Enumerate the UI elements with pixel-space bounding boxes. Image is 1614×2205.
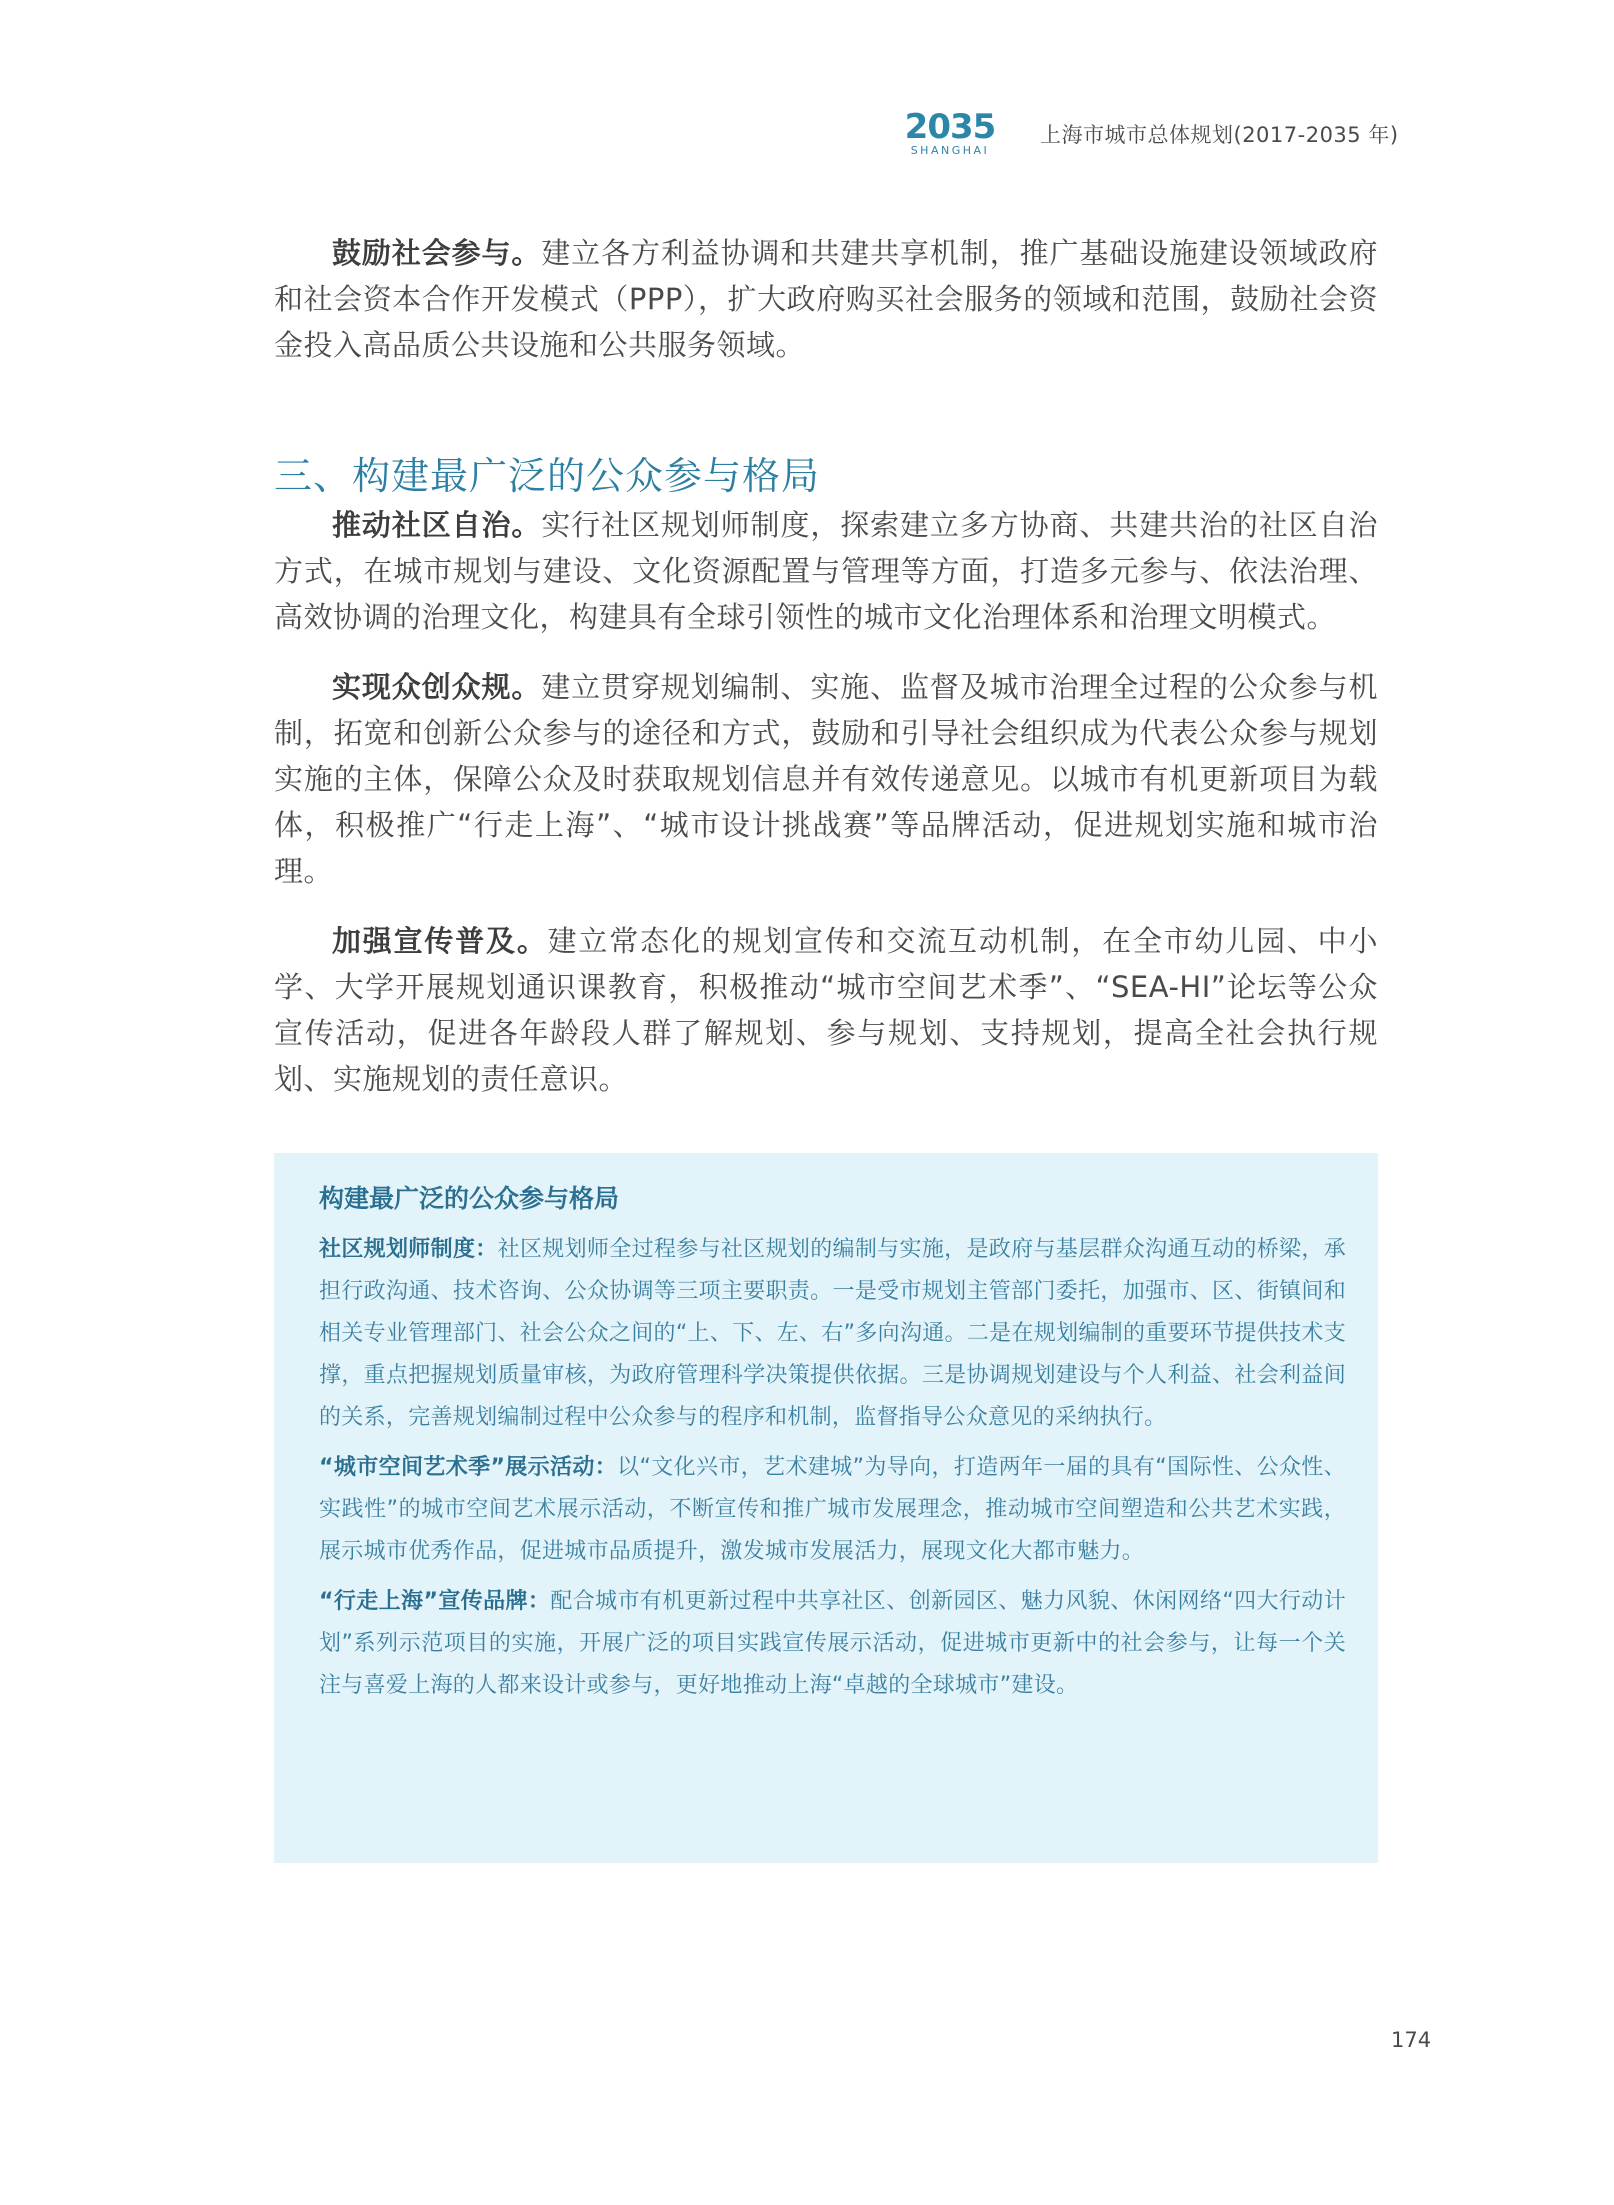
info-item-community-planner [319,1229,1346,1439]
paragraph-text: 建立各方利益协调和共建共享机制，推广基础设施建设领域政府和社会资本合作开发模式（PPP），扩大政府购买社会服务的领域和范围，鼓励社会资金投入高品质公共设施和公共服务领域。 [274,236,1378,362]
info-item-lead: 社区规划师制度： [319,1237,498,1262]
info-item-art-season [319,1447,1346,1573]
paragraph-crowd-planning [274,664,1378,894]
shanghai-2035-logo [895,107,1005,158]
paragraph-lead: 加强宣传普及。 [332,924,548,958]
info-item-lead: “行走上海”宣传品牌： [319,1589,551,1614]
paragraph-lead: 实现众创众规。 [332,670,542,704]
paragraph-lead: 推动社区自治。 [332,508,542,542]
paragraph-community-autonomy [274,502,1378,640]
document-title: 上海市城市总体规划(2017-2035 年) [1040,123,1399,147]
section-three [274,452,1378,1102]
logo-year: 2035 [904,107,996,147]
info-box-title: 构建最广泛的公众参与格局 [319,1184,620,1213]
page-number: 174 [1391,2028,1432,2052]
paragraph-lead: 鼓励社会参与。 [332,236,542,270]
page-header [895,104,1399,164]
paragraph-text: 建立常态化的规划宣传和交流互动机制，在全市幼儿园、中小学、大学开展规划通识课教育，积极推动“城市空间艺术季”、“SEA-HI”论坛等公众宣传活动，促进各年龄段人群了解规划、参与规划、支持规划，提高全社会执行规划、实施规划的责任意识。 [274,924,1378,1096]
intro-section [274,230,1378,368]
info-item-text: 以“文化兴市，艺术建城”为导向，打造两年一届的具有“国际性、公众性、实践性”的城市空间艺术展示活动，不断宣传和推广城市发展理念，推动城市空间塑造和公共艺术实践，展示城市优秀作品，促进城市品质提升，激发城市发展活力，展现文化大都市魅力。 [319,1455,1346,1564]
info-item-text: 配合城市有机更新过程中共享社区、创新园区、魅力风貌、休闲网络“四大行动计划”系列示范项目的实施，开展广泛的项目实践宣传展示活动，促进城市更新中的社会参与，让每一个关注与喜爱上海的人都来设计或参与，更好地推动上海“卓越的全球城市”建设。 [319,1589,1347,1698]
intro-paragraph [274,230,1378,368]
paragraph-text: 建立贯穿规划编制、实施、监督及城市治理全过程的公众参与机制，拓宽和创新公众参与的途径和方式，鼓励和引导社会组织成为代表公众参与规划实施的主体，保障公众及时获取规划信息并有效传递意见。以城市有机更新项目为载体，积极推广“行走上海”、“城市设计挑战赛”等品牌活动，促进规划实施和城市治理。 [274,670,1378,888]
info-box [274,1153,1378,1863]
info-item-text: 社区规划师全过程参与社区规划的编制与实施，是政府与基层群众沟通互动的桥梁，承担行政沟通、技术咨询、公众协调等三项主要职责。一是受市规划主管部门委托，加强市、区、街镇间和相关专业管理部门、社会公众之间的“上、下、左、右”多向沟通。二是在规划编制的重要环节提供技术支撑，重点把握规划质量审核，为政府管理科学决策提供依据。三是协调规划建设与个人利益、社会利益间的关系，完善规划编制过程中公众参与的程序和机制，监督指导公众意见的采纳执行。 [319,1237,1347,1430]
info-item-lead: “城市空间艺术季”展示活动： [319,1455,618,1480]
section-heading: 三、构建最广泛的公众参与格局 [274,454,821,498]
paragraph-publicity [274,918,1378,1102]
paragraph-text: 实行社区规划师制度，探索建立多方协商、共建共治的社区自治方式，在城市规划与建设、文化资源配置与管理等方面，打造多元参与、依法治理、高效协调的治理文化，构建具有全球引领性的城市文化治理体系和治理文明模式。 [274,508,1378,634]
info-item-walking-shanghai [319,1581,1346,1707]
logo-city: SHANGHAI [910,144,990,157]
